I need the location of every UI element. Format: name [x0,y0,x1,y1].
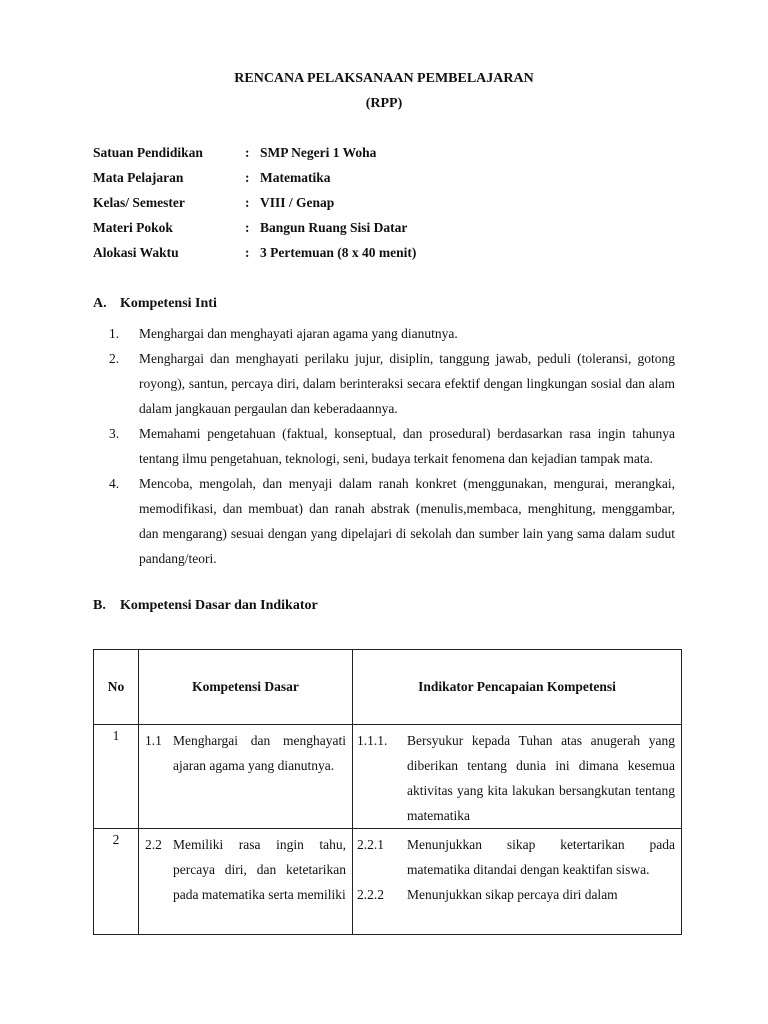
info-colon: : [245,195,250,210]
list-item-text: Menghargai dan menghayati perilaku jujur, disiplin, tanggung jawab, peduli (toleransi, gotong royong), santun, percaya diri, dalam berinteraksi secara efektif dengan lingkungan sosial dan alam dalam jangkauan pergaulan dan keberadaannya. [139,351,675,416]
list-item-number: 2. [109,351,120,366]
info-label: Alokasi Waktu [93,245,179,260]
section-title: Kompetensi Dasar dan Indikator [120,598,318,613]
list-item-text: Menghargai dan menghayati ajaran agama yang dianutnya. [139,326,458,341]
info-row [93,220,693,245]
list-item-number: 3. [109,426,120,441]
info-value: 3 Pertemuan (8 x 40 menit) [260,245,417,260]
section-letter: A. [93,296,107,311]
column-header-no: No [94,650,139,725]
list-item [93,471,675,571]
kompetensi-inti-list [93,321,675,571]
indicator-number: 2.2.2 [357,887,384,902]
section-letter: B. [93,598,106,613]
indicator-text: Menunjukkan sikap percaya diri dalam [407,887,618,902]
indicator-text: Bersyukur kepada Tuhan atas anugerah yang diberikan tentang dunia ini dimana kesemua aktivitas yang kita lakukan bersangkutan tentang matematika [407,733,675,823]
competency-table [93,649,682,935]
list-item-text: Mencoba, mengolah, dan menyaji dalam ranah konkret (menggunakan, mengurai, merangkai, memodifikasi, dan membuat) dan ranah abstrak (menulis,membaca, menghitung, menggambar, dan mengarang) sesuai dengan yang dipelajari di sekolah dan sumber lain yang sama dalam sudut pandang/teori. [139,476,675,566]
info-row [93,145,693,170]
kd-text: Memiliki rasa ingin tahu, percaya diri, dan ketetarikan pada matematika serta memiliki [173,837,346,902]
info-row [93,245,693,270]
document-subtitle: (RPP) [365,96,403,111]
document-title: RENCANA PELAKSANAAN PEMBELAJARAN [234,71,534,86]
row-number: 2 [94,829,139,935]
info-colon: : [245,145,250,160]
info-row [93,170,693,195]
indicator-cell [353,829,682,935]
list-item [93,346,675,421]
kd-text: Menghargai dan menghayati ajaran agama yang dianutnya. [173,733,346,773]
indicator-cell [353,725,682,829]
column-header-kd: Kompetensi Dasar [139,650,353,725]
section-b-heading [93,598,318,614]
list-item-number: 1. [109,326,120,341]
list-item [93,421,675,471]
info-row [93,195,693,220]
info-colon: : [245,220,250,235]
identity-block [93,145,693,270]
kd-cell [139,829,353,935]
indicator-text: Menunjukkan sikap ketertarikan pada matematika ditandai dengan keaktifan siswa. [407,837,675,877]
info-label: Kelas/ Semester [93,195,185,210]
list-item-text: Memahami pengetahuan (faktual, konseptual, dan prosedural) berdasarkan rasa ingin tahunya tentang ilmu pengetahuan, teknologi, seni, budaya terkait fenomena dan kejadian tampak mata. [139,426,675,466]
list-item-number: 4. [109,476,120,491]
info-label: Materi Pokok [93,220,173,235]
info-value: Matematika [260,170,331,185]
section-title: Kompetensi Inti [120,296,217,311]
kd-number: 2.2 [145,837,162,852]
table-header-row [94,650,682,725]
info-value: SMP Negeri 1 Woha [260,145,377,160]
column-header-indicator: Indikator Pencapaian Kompetensi [353,650,682,725]
row-number: 1 [94,725,139,829]
kd-cell [139,725,353,829]
info-label: Satuan Pendidikan [93,145,203,160]
indicator-number: 2.2.1 [357,837,384,852]
section-a-heading [93,296,217,312]
info-colon: : [245,170,250,185]
info-value: VIII / Genap [260,195,335,210]
list-item [93,321,675,346]
indicator-number: 1.1.1. [357,733,388,748]
table-row [94,829,682,935]
info-value: Bangun Ruang Sisi Datar [260,220,408,235]
kd-number: 1.1 [145,733,162,748]
info-colon: : [245,245,250,260]
info-label: Mata Pelajaran [93,170,184,185]
table-row [94,725,682,829]
